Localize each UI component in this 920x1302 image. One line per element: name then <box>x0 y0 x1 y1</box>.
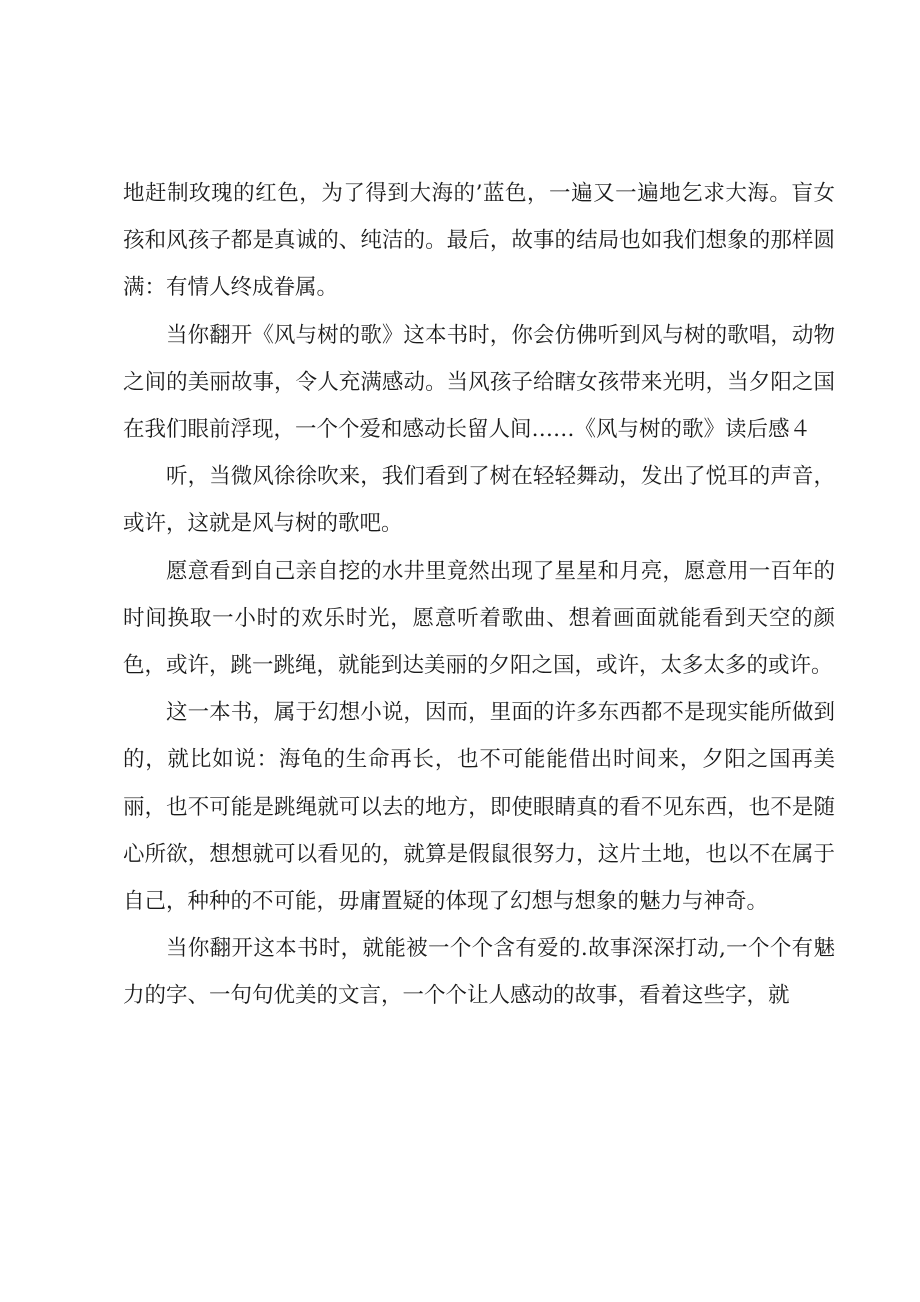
body-text <box>123 170 835 1020</box>
paragraph: 听，当微风徐徐吹来，我们看到了树在轻轻舞动，发出了悦耳的声音，或许，这就是风与树的歌吧。 <box>123 464 835 537</box>
paragraph: 这一本书，属于幻想小说，因而，里面的许多东西都不是现实能所做到的，就比如说：海龟的生命再长，也不可能能借出时间来，夕阳之国再美丽，也不可能是跳绳就可以去的地方，即使眼睛真的看不见东西，也不是随心所欲，想想就可以看见的，就算是假鼠很努力，这片土地，也以不在属于自己，种种的不可能，毋庸置疑的体现了幻想与想象的魅力与神奇。 <box>123 700 835 915</box>
paragraph-continuation: 地赶制玫瑰的红色，为了得到大海的’蓝色，一遍又一遍地乞求大海。盲女孩和风孩子都是真诚的、纯洁的。最后，故事的结局也如我们想象的那样圆满：有情人终成眷属。 <box>123 181 835 301</box>
paragraph: 当你翻开《风与树的歌》这本书时，你会仿佛听到风与树的歌唱，动物之间的美丽故事，令人充满感动。当风孩子给瞎女孩带来光明，当夕阳之国在我们眼前浮现，一个个爱和感动长留人间……《风与树的歌》读后感４ <box>123 322 835 443</box>
paragraph: 愿意看到自己亲自挖的水井里竟然出现了星星和月亮，愿意用一百年的时间换取一小时的欢乐时光，愿意听着歌曲、想着画面就能看到天空的颜色，或许，跳一跳绳，就能到达美丽的夕阳之国，或许，太多太多的或许。 <box>123 558 835 679</box>
paragraph: 当你翻开这本书时，就能被一个个含有爱的.故事深深打动,一个个有魅力的字、一句句优美的文言，一个个让人感动的故事，看着这些字，就 <box>123 936 835 1009</box>
